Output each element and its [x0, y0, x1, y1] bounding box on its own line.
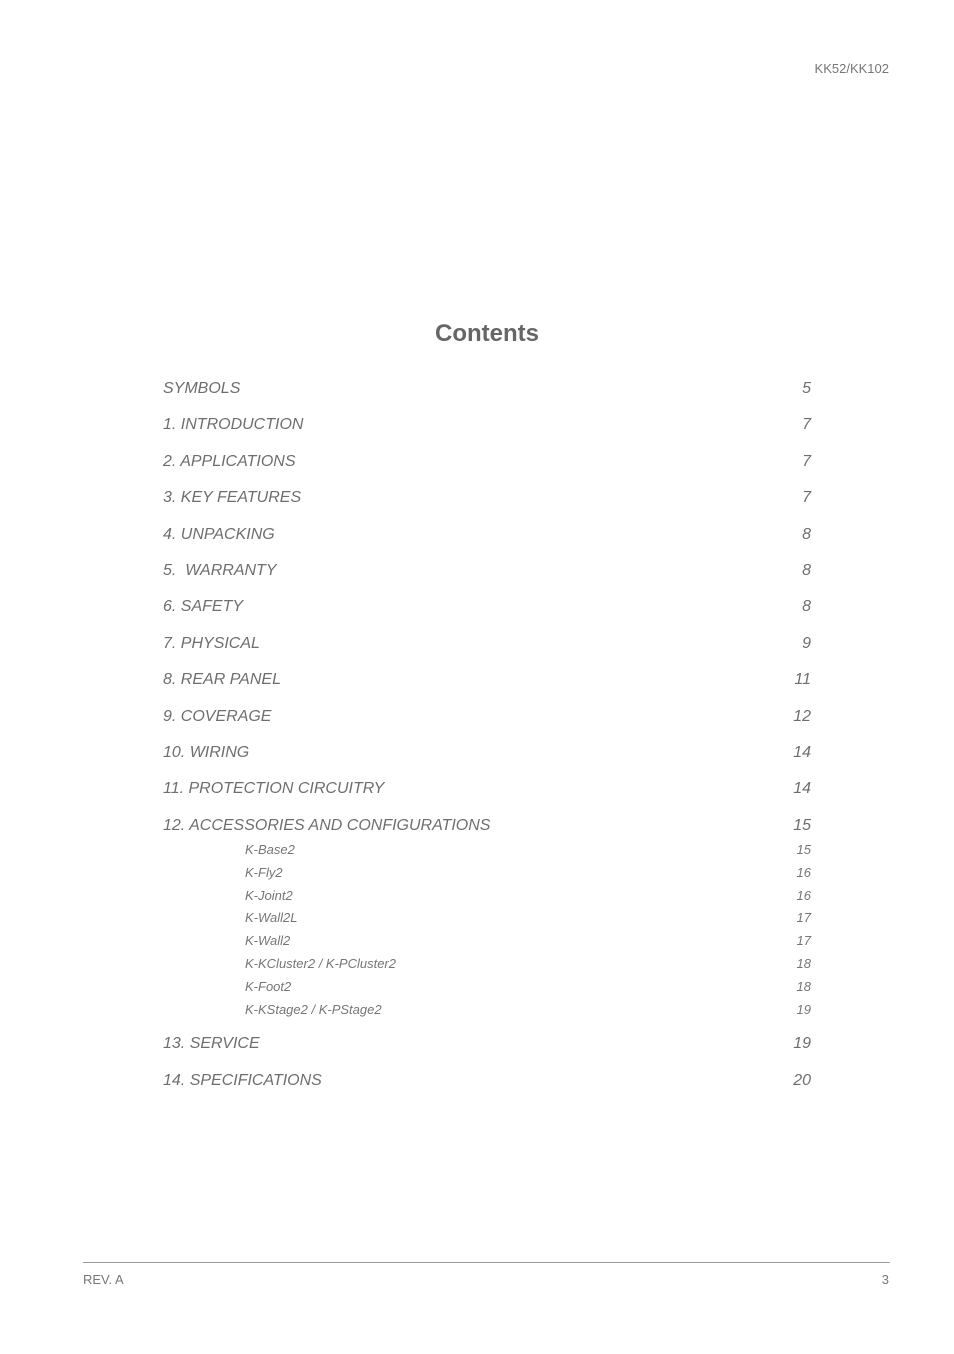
toc-sub-entry[interactable]	[245, 954, 811, 977]
toc-entry[interactable]	[163, 1032, 811, 1068]
toc-entry[interactable]	[163, 632, 811, 668]
toc-sub-entry[interactable]	[245, 886, 811, 909]
toc-sub-entry-label: K-Base2	[245, 842, 295, 858]
toc-sub-list	[163, 840, 811, 1022]
toc-sub-entry[interactable]	[245, 908, 811, 931]
table-of-contents	[163, 377, 811, 1105]
toc-entry-page: 7	[802, 452, 811, 470]
toc-entry[interactable]	[163, 559, 811, 595]
toc-sub-entry-label: K-Fly2	[245, 864, 283, 880]
toc-entry-page: 12	[793, 707, 811, 725]
toc-sub-entry-page: 15	[796, 842, 811, 858]
toc-entry-page: 7	[802, 416, 811, 434]
toc-entry-page: 8	[802, 598, 811, 616]
toc-entry-page: 14	[793, 780, 811, 798]
toc-sub-entry[interactable]	[245, 863, 811, 886]
toc-sub-entry-page: 17	[796, 933, 811, 949]
toc-entry-label: 6. SAFETY	[163, 598, 244, 616]
toc-sub-entry-label: K-Wall2	[245, 933, 291, 949]
toc-entry[interactable]	[163, 486, 811, 522]
toc-entry-label: 11. PROTECTION CIRCUITRY	[163, 780, 385, 798]
page-title: Contents	[435, 320, 539, 347]
toc-sub-entry-page: 17	[796, 910, 811, 926]
toc-entry-label: 5. WARRANTY	[163, 561, 277, 579]
toc-sub-entry-label: K-Foot2	[245, 978, 292, 994]
toc-entry-label: 14. SPECIFICATIONS	[163, 1071, 322, 1089]
header-model-code: KK52/KK102	[814, 61, 889, 76]
toc-entry[interactable]	[163, 777, 811, 813]
toc-entry[interactable]	[163, 741, 811, 777]
toc-entry[interactable]	[163, 523, 811, 559]
toc-entry[interactable]	[163, 1069, 811, 1105]
toc-sub-entry[interactable]	[245, 977, 811, 1000]
toc-entry-page: 8	[802, 525, 811, 543]
toc-entry-label: 1. INTRODUCTION	[163, 416, 304, 434]
toc-entry-page: 15	[793, 816, 811, 834]
toc-entry-page: 9	[802, 634, 811, 652]
toc-sub-entry[interactable]	[245, 1000, 811, 1023]
toc-sub-entry[interactable]	[245, 931, 811, 954]
toc-entry[interactable]	[163, 595, 811, 631]
toc-sub-entry-label: K-Wall2L	[245, 910, 298, 926]
toc-entry[interactable]	[163, 450, 811, 486]
toc-entry-page: 8	[802, 561, 811, 579]
toc-entry-label: 8. REAR PANEL	[163, 671, 281, 689]
toc-entry-page: 5	[802, 380, 811, 397]
toc-entry[interactable]	[163, 705, 811, 741]
toc-entry-page: 7	[802, 489, 811, 507]
toc-entry-label: 4. UNPACKING	[163, 525, 275, 543]
toc-entry-page: 11	[794, 671, 811, 689]
toc-entry-page: 14	[793, 743, 811, 761]
toc-entry-label: 13. SERVICE	[163, 1035, 260, 1053]
footer-divider	[83, 1262, 890, 1263]
toc-entry-page: 19	[793, 1035, 811, 1053]
toc-sub-entry-page: 18	[796, 956, 811, 972]
toc-sub-entry-label: K-KCluster2 / K-PCluster2	[245, 956, 396, 972]
toc-sub-entry-page: 16	[796, 864, 811, 880]
toc-sub-entry-label: K-KStage2 / K-PStage2	[245, 1001, 382, 1017]
toc-sub-entry-page: 16	[796, 887, 811, 903]
toc-entry-label: 12. ACCESSORIES AND CONFIGURATIONS	[163, 816, 491, 834]
toc-sub-entry[interactable]	[245, 840, 811, 863]
footer-page-number: 3	[881, 1272, 889, 1287]
toc-entry[interactable]	[163, 668, 811, 704]
toc-entry-label: 7. PHYSICAL	[163, 634, 260, 652]
toc-entry-page: 20	[793, 1071, 811, 1089]
toc-entry-label: 3. KEY FEATURES	[163, 489, 302, 507]
toc-entry[interactable]	[163, 413, 811, 449]
toc-sub-entry-page: 19	[796, 1001, 811, 1017]
toc-entry-label: 2. APPLICATIONS	[163, 452, 296, 470]
toc-entry-label: 9. COVERAGE	[163, 707, 272, 725]
toc-entry-label: SYMBOLS	[163, 380, 241, 397]
toc-entry[interactable]	[163, 377, 811, 413]
toc-sub-entry-label: K-Joint2	[245, 887, 293, 903]
toc-sub-entry-page: 18	[796, 978, 811, 994]
toc-entry-label: 10. WIRING	[163, 743, 250, 761]
footer-revision: REV. A	[83, 1272, 124, 1287]
